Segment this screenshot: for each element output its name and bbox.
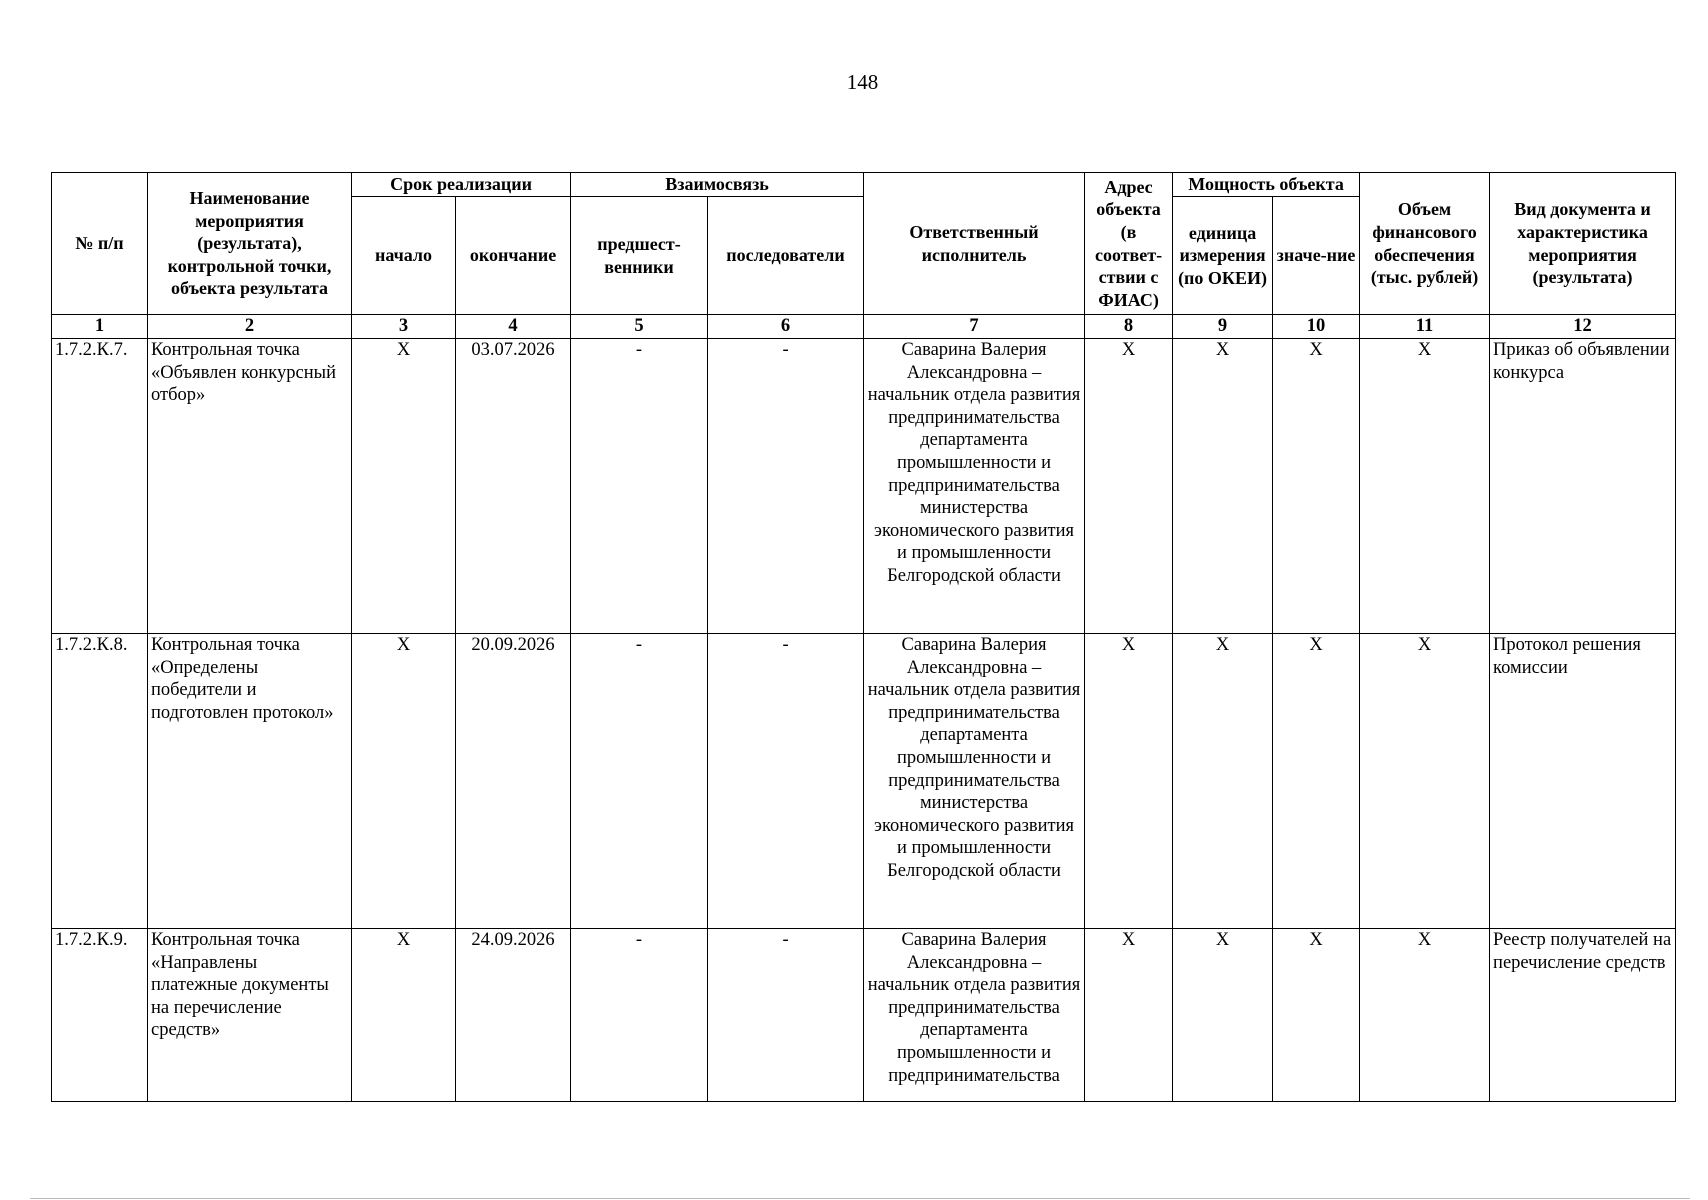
cell-value: X: [1273, 929, 1360, 1102]
header-capacity-group: Мощность объекта: [1173, 173, 1360, 197]
column-number: 10: [1273, 315, 1360, 339]
plan-table: [51, 172, 1676, 1102]
header-finance: Объем финансового обеспечения (тыс. рублей): [1360, 173, 1490, 315]
column-number: 4: [456, 315, 571, 339]
column-number-row: [52, 315, 1676, 339]
cell-predecessors: -: [571, 634, 708, 929]
cell-value: X: [1273, 634, 1360, 929]
cell-value: X: [1273, 339, 1360, 634]
cell-start: X: [352, 929, 456, 1102]
cell-finance: X: [1360, 929, 1490, 1102]
cell-finance: X: [1360, 634, 1490, 929]
cell-name: Контрольная точка «Объявлен конкурсный отбор»: [148, 339, 352, 634]
cell-name: Контрольная точка «Направлены платежные документы на перечисление средств»: [148, 929, 352, 1102]
cell-end: 24.09.2026: [456, 929, 571, 1102]
header-value: значе-ние: [1273, 197, 1360, 315]
cell-successors: -: [708, 929, 864, 1102]
cell-predecessors: -: [571, 929, 708, 1102]
column-number: 3: [352, 315, 456, 339]
cell-successors: -: [708, 339, 864, 634]
header-start: начало: [352, 197, 456, 315]
header-end: окончание: [456, 197, 571, 315]
column-number: 8: [1085, 315, 1173, 339]
cell-unit: X: [1173, 634, 1273, 929]
column-number: 7: [864, 315, 1085, 339]
column-number: 11: [1360, 315, 1490, 339]
cell-doc-type: Приказ об объявлении конкурса: [1490, 339, 1676, 634]
header-relation-group: Взаимосвязь: [571, 173, 864, 197]
column-number: 6: [708, 315, 864, 339]
header-predecessors: предшест-венники: [571, 197, 708, 315]
cell-start: X: [352, 634, 456, 929]
cell-executor: Саварина Валерия Александровна – начальник отдела развития предпринимательства департамента промышленности и предпринимательства: [864, 929, 1085, 1102]
column-number: 2: [148, 315, 352, 339]
cell-num: 1.7.2.К.7.: [52, 339, 148, 634]
cell-address: X: [1085, 929, 1173, 1102]
column-number: 5: [571, 315, 708, 339]
cell-name: Контрольная точка «Определены победители и подготовлен протокол»: [148, 634, 352, 929]
header-address: Адрес объекта (в соответ-ствии с ФИАС): [1085, 173, 1173, 315]
cell-end: 20.09.2026: [456, 634, 571, 929]
cell-executor: Саварина Валерия Александровна – начальник отдела развития предпринимательства департамента промышленности и предпринимательства министерства экономического развития и промышленности Белгородской области: [864, 339, 1085, 634]
page-bottom-rule: [30, 1198, 1690, 1199]
cell-successors: -: [708, 634, 864, 929]
header-executor: Ответственный исполнитель: [864, 173, 1085, 315]
cell-unit: X: [1173, 929, 1273, 1102]
cell-doc-type: Протокол решения комиссии: [1490, 634, 1676, 929]
cell-num: 1.7.2.К.9.: [52, 929, 148, 1102]
column-number: 12: [1490, 315, 1676, 339]
table-row: [52, 634, 1676, 929]
cell-address: X: [1085, 339, 1173, 634]
page-number: 148: [846, 70, 879, 94]
table-row: [52, 339, 1676, 634]
cell-finance: X: [1360, 339, 1490, 634]
header-doc-type: Вид документа и характеристика мероприятия (результата): [1490, 173, 1676, 315]
table-row: [52, 929, 1676, 1102]
cell-doc-type: Реестр получателей на перечисление средств: [1490, 929, 1676, 1102]
header-unit: единица измерения (по ОКЕИ): [1173, 197, 1273, 315]
cell-predecessors: -: [571, 339, 708, 634]
cell-executor: Саварина Валерия Александровна – начальник отдела развития предпринимательства департамента промышленности и предпринимательства министерства экономического развития и промышленности Белгородской области: [864, 634, 1085, 929]
cell-address: X: [1085, 634, 1173, 929]
cell-start: X: [352, 339, 456, 634]
header-period-group: Срок реализации: [352, 173, 571, 197]
cell-end: 03.07.2026: [456, 339, 571, 634]
header-num: № п/п: [52, 173, 148, 315]
column-number: 1: [52, 315, 148, 339]
column-number: 9: [1173, 315, 1273, 339]
header-name: Наименование мероприятия (результата), контрольной точки, объекта результата: [148, 173, 352, 315]
cell-num: 1.7.2.К.8.: [52, 634, 148, 929]
cell-unit: X: [1173, 339, 1273, 634]
header-successors: последователи: [708, 197, 864, 315]
